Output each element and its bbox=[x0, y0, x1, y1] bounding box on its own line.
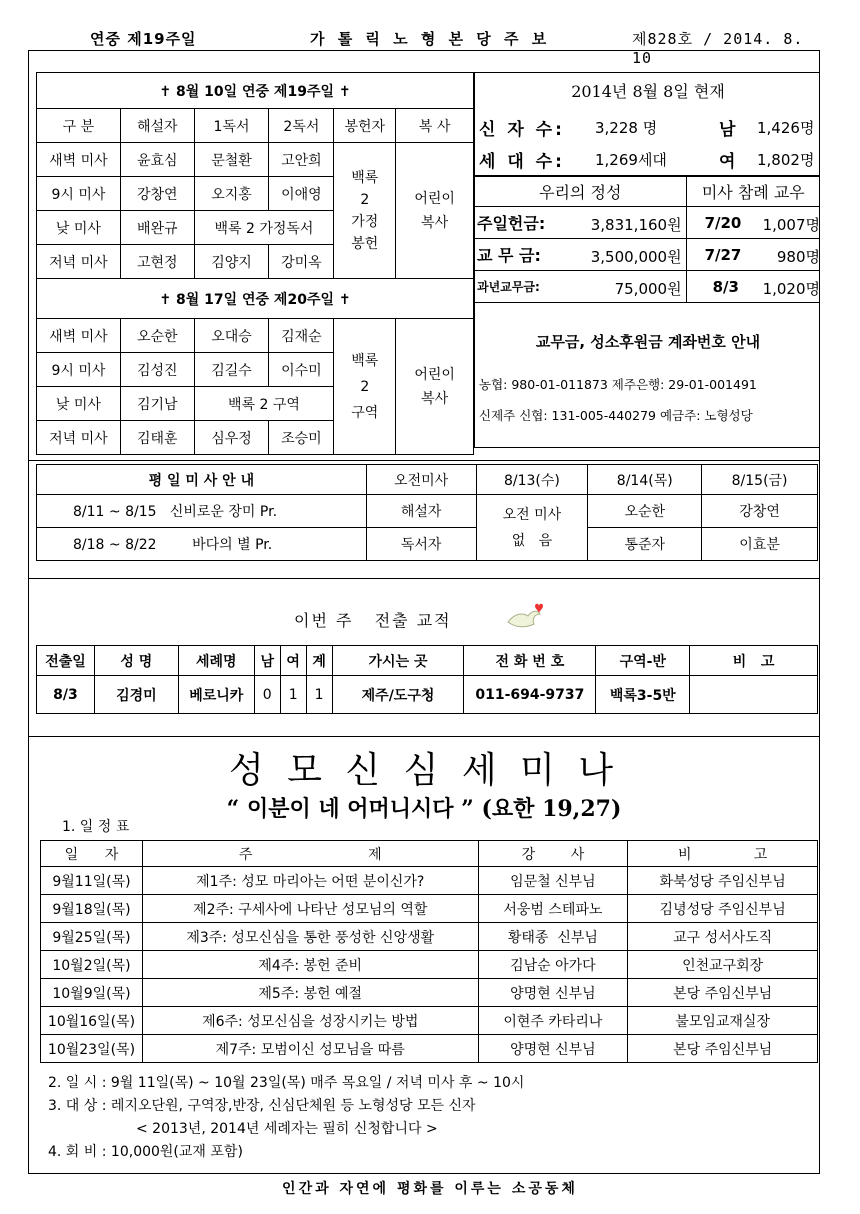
weekday-title: 평 일 미 사 안 내 bbox=[37, 465, 367, 495]
note: 교구 성서사도직 bbox=[628, 923, 818, 951]
attendance-count: 980명 bbox=[776, 248, 820, 266]
col-header: 남 bbox=[254, 646, 280, 676]
account-info bbox=[474, 302, 820, 448]
col-header: 일 자 bbox=[41, 841, 143, 867]
topic: 제1주: 성모 마리아는 어떤 분이신가? bbox=[142, 867, 478, 895]
offering-row bbox=[475, 239, 687, 271]
divider bbox=[28, 736, 820, 737]
offering-title: 우리의 정성 bbox=[475, 177, 687, 207]
morning-mass-label: 오전미사 bbox=[366, 465, 476, 495]
cell: 베로니카 bbox=[178, 676, 254, 714]
reader1: 오대승 bbox=[194, 319, 269, 353]
speaker: 양명현 신부님 bbox=[478, 979, 628, 1007]
seminar-subtitle: “ 이분이 네 어머니시다 ” (요한 19,27) bbox=[226, 796, 622, 822]
stats-title: 2014년 8월 8일 현재 bbox=[571, 82, 725, 101]
roster2-title: ✝ 8월 17일 연중 제20주일 ✝ bbox=[37, 279, 474, 319]
offering-label: 교 무 금: bbox=[477, 246, 541, 265]
no-mass-line: 없 음 bbox=[511, 532, 553, 549]
account-line-2: 신제주 신협: 131-005-440279 예금주: 노형성당 bbox=[479, 408, 753, 423]
offering-value: 3,831,160원 bbox=[590, 216, 682, 234]
speaker: 이현주 카타리나 bbox=[478, 1007, 628, 1035]
commentator: 오순한 bbox=[120, 319, 194, 353]
reader1: 문철환 bbox=[194, 143, 269, 177]
period: 8/18 ~ 8/22 바다의 별 Pr. bbox=[37, 528, 367, 561]
role: 해설자 bbox=[366, 495, 476, 528]
offertory-line: 봉헌 bbox=[351, 235, 379, 252]
col-header: 전출일 bbox=[37, 646, 95, 676]
reader2: 조승미 bbox=[269, 421, 334, 455]
date: 9월25일(목) bbox=[41, 923, 143, 951]
col-reading2: 2독서 bbox=[269, 109, 334, 143]
offering-value: 75,000원 bbox=[614, 280, 682, 298]
offertory-line: 2 bbox=[360, 378, 370, 395]
offertory-line: 백록 bbox=[351, 169, 379, 186]
attendance-count: 1,020명 bbox=[762, 280, 820, 298]
topic: 제3주: 성모신심을 통한 풍성한 신앙생활 bbox=[142, 923, 478, 951]
schedule-label: 1. 일 정 표 bbox=[62, 819, 130, 835]
dove-icon bbox=[504, 600, 546, 632]
col-altar: 복 사 bbox=[396, 109, 474, 143]
issue-number: 제828호 / 2014. 8. 10 bbox=[632, 30, 804, 67]
col-header: 강 사 bbox=[478, 841, 628, 867]
speaker: 황태종 신부님 bbox=[478, 923, 628, 951]
assignee: 통준자 bbox=[588, 528, 702, 561]
mass-time: 9시 미사 bbox=[37, 353, 121, 387]
col-header: 전 화 번 호 bbox=[464, 646, 596, 676]
attendance-row bbox=[686, 207, 820, 239]
roster1-title: ✝ 8월 10일 연중 제19주일 ✝ bbox=[37, 73, 474, 109]
attendance-row bbox=[686, 239, 820, 271]
seminar-datetime: 2. 일 시 : 9월 11일(목) ~ 10월 23일(목) 매주 목요일 / 저녁 미사 후 ~ 10시 bbox=[48, 1075, 525, 1091]
date: 9월11일(목) bbox=[41, 867, 143, 895]
divider bbox=[28, 460, 820, 461]
altar-server-cell bbox=[396, 319, 474, 455]
speaker: 임문철 신부님 bbox=[478, 867, 628, 895]
offering-row bbox=[475, 271, 687, 303]
commentator: 배완규 bbox=[120, 211, 194, 245]
male-label: 남 bbox=[719, 120, 736, 140]
col-reading1: 1독서 bbox=[194, 109, 269, 143]
date: 10월9일(목) bbox=[41, 979, 143, 1007]
offering-label: 주일헌금: bbox=[477, 214, 546, 233]
col-header: 비 고 bbox=[690, 646, 818, 676]
altar-line: 복사 bbox=[421, 214, 449, 231]
commentator: 강창연 bbox=[120, 177, 194, 211]
speaker: 서웅범 스테파노 bbox=[478, 895, 628, 923]
role: 독서자 bbox=[366, 528, 476, 561]
col-offertory: 봉헌자 bbox=[334, 109, 396, 143]
joint-reading: 백록 2 가정독서 bbox=[194, 211, 334, 245]
believers-label: 신 자 수: bbox=[479, 120, 565, 140]
offering-label: 과년교무금: bbox=[477, 280, 540, 294]
table-row bbox=[41, 1007, 818, 1035]
topic: 제6주: 성모신심을 성장시키는 방법 bbox=[142, 1007, 478, 1035]
col-header: 가시는 곳 bbox=[332, 646, 464, 676]
parish-stats bbox=[474, 72, 820, 176]
reader2: 강미옥 bbox=[269, 245, 334, 279]
households-label: 세 대 수: bbox=[479, 152, 565, 172]
offering-table bbox=[474, 176, 820, 303]
table-row bbox=[37, 676, 818, 714]
joint-reading: 백록 2 구역 bbox=[194, 387, 334, 421]
table-row bbox=[41, 867, 818, 895]
offertory-line: 가정 bbox=[351, 213, 379, 230]
liturgical-week: 연중 제19주일 bbox=[90, 30, 197, 48]
cell: 김경미 bbox=[94, 676, 178, 714]
topic: 제5주: 봉헌 예절 bbox=[142, 979, 478, 1007]
seminar-title: 성 모 신 심 세 미 나 bbox=[228, 750, 620, 791]
commentator: 윤효심 bbox=[120, 143, 194, 177]
table-row bbox=[41, 1035, 818, 1063]
table-row bbox=[41, 979, 818, 1007]
speaker: 양명현 신부님 bbox=[478, 1035, 628, 1063]
col-header: 성 명 bbox=[94, 646, 178, 676]
commentator: 김성진 bbox=[120, 353, 194, 387]
offertory-line: 2 bbox=[360, 191, 370, 208]
col-header: 여 bbox=[280, 646, 306, 676]
reader2: 이애영 bbox=[269, 177, 334, 211]
table-row bbox=[41, 895, 818, 923]
transfer-table bbox=[36, 645, 818, 714]
date: 10월23일(목) bbox=[41, 1035, 143, 1063]
offertory-line: 백록 bbox=[351, 352, 379, 369]
footer-motto: 인간과 자연에 평화를 이루는 소공동체 bbox=[282, 1181, 578, 1197]
transfer-title: 이번 주 전출 교적 bbox=[294, 611, 452, 630]
attendance-title: 미사 참례 교우 bbox=[686, 177, 820, 207]
date: 9월18일(목) bbox=[41, 895, 143, 923]
table-row bbox=[37, 528, 818, 561]
table-row bbox=[41, 951, 818, 979]
col-header: 비 고 bbox=[628, 841, 818, 867]
mass-time: 저녁 미사 bbox=[37, 421, 121, 455]
mass-time: 낮 미사 bbox=[37, 211, 121, 245]
cell: 백록3-5반 bbox=[596, 676, 690, 714]
reader2: 김재순 bbox=[269, 319, 334, 353]
offertory-line: 구역 bbox=[351, 404, 379, 421]
attendance-row bbox=[686, 271, 820, 303]
altar-server-cell bbox=[396, 143, 474, 279]
cell: 0 bbox=[254, 676, 280, 714]
table-row bbox=[37, 319, 474, 353]
date-col: 8/13(수) bbox=[476, 465, 588, 495]
note: 인천교구회장 bbox=[628, 951, 818, 979]
account-line-1: 농협: 980-01-011873 제주은행: 29-01-001491 bbox=[479, 377, 757, 392]
mass-time: 낮 미사 bbox=[37, 387, 121, 421]
mass-time: 저녁 미사 bbox=[37, 245, 121, 279]
offertory-cell bbox=[334, 319, 396, 455]
note: 불모임교재실장 bbox=[628, 1007, 818, 1035]
attendance-date: 8/3 bbox=[712, 278, 739, 296]
col-header: 계 bbox=[306, 646, 332, 676]
date-col: 8/15(금) bbox=[702, 465, 818, 495]
date: 10월16일(목) bbox=[41, 1007, 143, 1035]
reader2: 고안희 bbox=[269, 143, 334, 177]
mass-time: 새벽 미사 bbox=[37, 319, 121, 353]
cell: 011-694-9737 bbox=[464, 676, 596, 714]
topic: 제2주: 구세사에 나타난 성모님의 역할 bbox=[142, 895, 478, 923]
offering-row bbox=[475, 207, 687, 239]
altar-line: 복사 bbox=[421, 390, 449, 407]
col-header: 세례명 bbox=[178, 646, 254, 676]
reader1: 심우정 bbox=[194, 421, 269, 455]
no-mass-cell bbox=[476, 495, 588, 561]
cell: 1 bbox=[280, 676, 306, 714]
commentator: 김태훈 bbox=[120, 421, 194, 455]
reader1: 오지홍 bbox=[194, 177, 269, 211]
note: 본당 주임신부님 bbox=[628, 979, 818, 1007]
assignee: 강창연 bbox=[702, 495, 818, 528]
commentator: 김기남 bbox=[120, 387, 194, 421]
weekday-mass-table bbox=[36, 464, 818, 561]
mass-roster-table bbox=[36, 72, 474, 455]
mass-time: 새벽 미사 bbox=[37, 143, 121, 177]
reader2: 이수미 bbox=[269, 353, 334, 387]
attendance-date: 7/20 bbox=[704, 214, 742, 232]
households-count: 1,269세대 bbox=[595, 151, 667, 169]
col-header: 주 제 bbox=[142, 841, 478, 867]
female-label: 여 bbox=[719, 152, 736, 172]
cell: 제주/도구청 bbox=[332, 676, 464, 714]
female-count: 1,802명 bbox=[757, 151, 815, 169]
believers-count: 3,228 명 bbox=[595, 119, 658, 137]
attendance-date: 7/27 bbox=[704, 246, 742, 264]
date-col: 8/14(목) bbox=[588, 465, 702, 495]
seminar-fee: 4. 회 비 : 10,000원(교재 포함) bbox=[48, 1144, 243, 1160]
altar-line: 어린이 bbox=[414, 190, 455, 207]
assignee: 이효분 bbox=[702, 528, 818, 561]
seminar-target-note: < 2013년, 2014년 세례자는 필히 신청합니다 > bbox=[136, 1121, 438, 1137]
topic: 제7주: 모범이신 성모님을 따름 bbox=[142, 1035, 478, 1063]
commentator: 고현정 bbox=[120, 245, 194, 279]
col-commentator: 해설자 bbox=[120, 109, 194, 143]
cell: 8/3 bbox=[37, 676, 95, 714]
altar-line: 어린이 bbox=[414, 366, 455, 383]
table-row bbox=[37, 143, 474, 177]
no-mass-line: 오전 미사 bbox=[502, 506, 562, 523]
cell: 1 bbox=[306, 676, 332, 714]
speaker: 김남순 아가다 bbox=[478, 951, 628, 979]
reader1: 김양지 bbox=[194, 245, 269, 279]
table-row bbox=[41, 923, 818, 951]
topic: 제4주: 봉헌 준비 bbox=[142, 951, 478, 979]
attendance-count: 1,007명 bbox=[762, 216, 820, 234]
mass-time: 9시 미사 bbox=[37, 177, 121, 211]
note: 김녕성당 주임신부님 bbox=[628, 895, 818, 923]
male-count: 1,426명 bbox=[757, 119, 815, 137]
period: 8/11 ~ 8/15 신비로운 장미 Pr. bbox=[37, 495, 367, 528]
account-title: 교무금, 성소후원금 계좌번호 안내 bbox=[535, 333, 761, 351]
divider bbox=[28, 578, 820, 579]
cell bbox=[690, 676, 818, 714]
col-header: 구역-반 bbox=[596, 646, 690, 676]
seminar-target: 3. 대 상 : 레지오단원, 구역장,반장, 신심단체원 등 노형성당 모든 신자 bbox=[48, 1098, 476, 1114]
bulletin-title: 가 톨 릭 노 형 본 당 주 보 bbox=[310, 30, 551, 48]
bulletin-header bbox=[28, 22, 820, 67]
note: 본당 주임신부님 bbox=[628, 1035, 818, 1063]
date: 10월2일(목) bbox=[41, 951, 143, 979]
seminar-schedule-table bbox=[40, 840, 818, 1063]
col-division: 구 분 bbox=[37, 109, 121, 143]
offering-value: 3,500,000원 bbox=[590, 248, 682, 266]
table-row bbox=[37, 495, 818, 528]
note: 화북성당 주임신부님 bbox=[628, 867, 818, 895]
reader1: 김길수 bbox=[194, 353, 269, 387]
assignee: 오순한 bbox=[588, 495, 702, 528]
offertory-cell bbox=[334, 143, 396, 279]
